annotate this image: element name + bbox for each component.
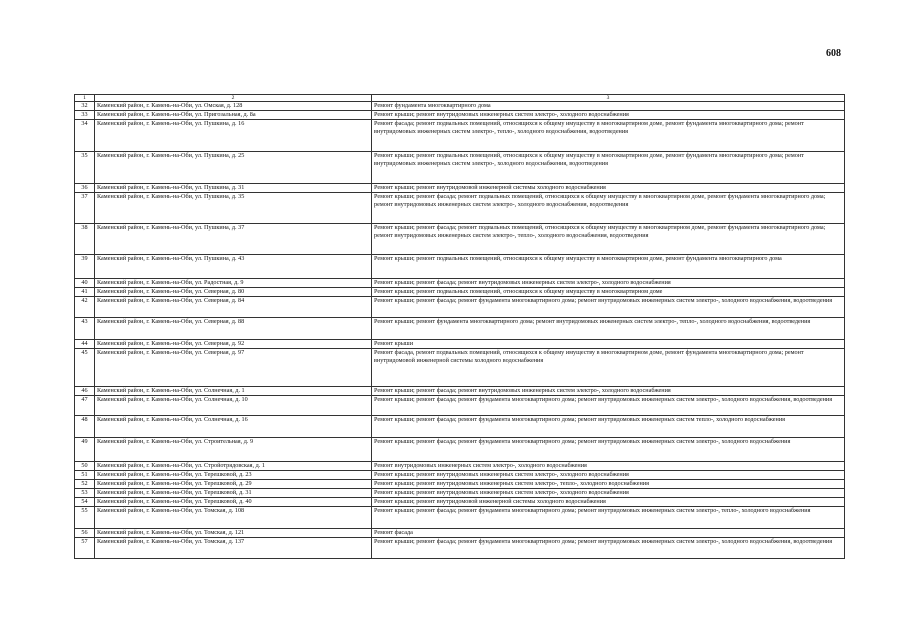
works-cell: Ремонт крыши; ремонт фасада; ремонт фундамента многоквартирного дома; ремонт внутридомовых инженерных систем электро-, холодного водоснабжения, водоотведения xyxy=(372,297,845,318)
table-row xyxy=(75,416,845,438)
works-cell: Ремонт крыши; ремонт фасада; ремонт фундамента многоквартирного дома; ремонт внутридомовых инженерных систем тепло-, холодного водоснабжения xyxy=(372,416,845,438)
works-cell: Ремонт крыши; ремонт фасада; ремонт подвальных помещений, относящихся к общему имуществу в многоквартирном доме, ремонт фундамента многоквартирного дома; ремонт внутридомовых инженерных систем электро-, холодного водоснабжения, водоотведения xyxy=(372,193,845,224)
address-cell: Каменский район, г. Камень-на-Оби, ул. Томская, д. 108 xyxy=(95,507,372,529)
address-cell: Каменский район, г. Камень-на-Оби, ул. Северная, д. 97 xyxy=(95,349,372,387)
column-header-works: 3 xyxy=(372,95,845,102)
table-row xyxy=(75,288,845,297)
row-number-cell: 48 xyxy=(75,416,95,438)
address-cell: Каменский район, г. Камень-на-Оби, ул. Пушкина, д. 16 xyxy=(95,120,372,152)
table-row xyxy=(75,340,845,349)
address-cell: Каменский район, г. Камень-на-Оби, ул. Пушкина, д. 43 xyxy=(95,255,372,279)
row-number-cell: 55 xyxy=(75,507,95,529)
row-number-cell: 53 xyxy=(75,489,95,498)
works-cell: Ремонт крыши; ремонт внутридомовых инженерных систем электро-, холодного водоснабжения xyxy=(372,471,845,480)
table-row xyxy=(75,349,845,387)
column-header-number: 1 xyxy=(75,95,95,102)
table-row xyxy=(75,184,845,193)
works-cell: Ремонт внутридомовых инженерных систем электро-, холодного водоснабжения xyxy=(372,462,845,471)
table-row xyxy=(75,489,845,498)
table-row xyxy=(75,480,845,489)
works-cell: Ремонт крыши; ремонт подвальных помещений, относящихся к общему имуществу в многоквартирном доме xyxy=(372,288,845,297)
works-cell: Ремонт фасада; ремонт подвальных помещений, относящихся к общему имуществу в многоквартирном доме, ремонт фундамента многоквартирного дома; ремонт внутридомовых инженерных систем электро-, тепло-, холодного водоснабжения, водоотведения xyxy=(372,120,845,152)
address-cell: Каменский район, г. Камень-на-Оби, ул. Терешковой, д. 40 xyxy=(95,498,372,507)
table-row xyxy=(75,255,845,279)
table-row xyxy=(75,471,845,480)
works-cell: Ремонт крыши; ремонт внутридомовых инженерных систем электро-, холодного водоснабжения xyxy=(372,489,845,498)
address-cell: Каменский район, г. Камень-на-Оби, ул. Пригозальная, д. 8а xyxy=(95,111,372,120)
works-cell: Ремонт крыши; ремонт фасада; ремонт подвальных помещений, относящихся к общему имуществу в многоквартирном доме, ремонт фундамента многоквартирного дома; ремонт внутридомовых инженерных систем электро-, тепло-, холодного водоснабжения, водоотведения xyxy=(372,224,845,255)
works-cell: Ремонт крыши; ремонт фасада; ремонт фундамента многоквартирного дома; ремонт внутридомовых инженерных систем электро-, холодного водоснабжения xyxy=(372,438,845,462)
table-row xyxy=(75,102,845,111)
address-cell: Каменский район, г. Камень-на-Оби, ул. Пушкина, д. 31 xyxy=(95,184,372,193)
address-cell: Каменский район, г. Камень-на-Оби, ул. Стройотрядовская, д. 1 xyxy=(95,462,372,471)
table-row xyxy=(75,396,845,416)
address-cell: Каменский район, г. Камень-на-Оби, ул. Пушкина, д. 25 xyxy=(95,152,372,184)
table-row xyxy=(75,318,845,340)
row-number-cell: 44 xyxy=(75,340,95,349)
row-number-cell: 56 xyxy=(75,529,95,538)
address-cell: Каменский район, г. Камень-на-Оби, ул. Северная, д. 88 xyxy=(95,318,372,340)
row-number-cell: 41 xyxy=(75,288,95,297)
table-row xyxy=(75,498,845,507)
row-number-cell: 43 xyxy=(75,318,95,340)
table-row xyxy=(75,438,845,462)
address-cell: Каменский район, г. Камень-на-Оби, ул. Омская, д. 128 xyxy=(95,102,372,111)
page-number: 608 xyxy=(826,48,841,59)
works-cell: Ремонт крыши; ремонт внутридомовой инженерной системы холодного водоснабжения xyxy=(372,498,845,507)
address-cell: Каменский район, г. Камень-на-Оби, ул. Северная, д. 80 xyxy=(95,288,372,297)
table-row xyxy=(75,507,845,529)
address-cell: Каменский район, г. Камень-на-Оби, ул. Терешковой, д. 23 xyxy=(95,471,372,480)
works-cell: Ремонт крыши; ремонт фундамента многоквартирного дома; ремонт внутридомовых инженерных систем электро-, тепло-, холодного водоснабжения, водоотведения xyxy=(372,318,845,340)
address-cell: Каменский район, г. Камень-на-Оби, ул. Терешковой, д. 31 xyxy=(95,489,372,498)
address-cell: Каменский район, г. Камень-на-Оби, ул. Томская, д. 121 xyxy=(95,529,372,538)
works-cell: Ремонт крыши; ремонт внутридомовых инженерных систем электро-, тепло-, холодного водоснабжения xyxy=(372,480,845,489)
row-number-cell: 39 xyxy=(75,255,95,279)
table-body xyxy=(75,102,845,559)
works-cell: Ремонт крыши; ремонт подвальных помещений, относящихся к общему имуществу в многоквартирном доме, ремонт фундамента многоквартирного дома; ремонт внутридомовых инженерных систем электро-, холодного водоснабжения, водоотведения xyxy=(372,152,845,184)
row-number-cell: 38 xyxy=(75,224,95,255)
address-cell: Каменский район, г. Камень-на-Оби, ул. Солнечная, д. 1 xyxy=(95,387,372,396)
row-number-cell: 42 xyxy=(75,297,95,318)
works-cell: Ремонт фундамента многоквартирного дома xyxy=(372,102,845,111)
row-number-cell: 46 xyxy=(75,387,95,396)
row-number-cell: 32 xyxy=(75,102,95,111)
row-number-cell: 40 xyxy=(75,279,95,288)
works-cell: Ремонт крыши; ремонт внутридомовой инженерной системы холодного водоснабжения xyxy=(372,184,845,193)
row-number-cell: 54 xyxy=(75,498,95,507)
address-cell: Каменский район, г. Камень-на-Оби, ул. Северная, д. 84 xyxy=(95,297,372,318)
works-cell: Ремонт фасада, ремонт подвальных помещений, относящихся к общему имуществу в многоквартирном доме, ремонт фундамента многоквартирного дома; ремонт внутридомовой инженерной системы холодного водоснабжения xyxy=(372,349,845,387)
address-cell: Каменский район, г. Камень-на-Оби, ул. Солнечная, д. 16 xyxy=(95,416,372,438)
table-row xyxy=(75,297,845,318)
address-cell: Каменский район, г. Камень-на-Оби, ул. Томская, д. 137 xyxy=(95,538,372,559)
table-row xyxy=(75,538,845,559)
row-number-cell: 57 xyxy=(75,538,95,559)
works-cell: Ремонт фасада xyxy=(372,529,845,538)
row-number-cell: 47 xyxy=(75,396,95,416)
row-number-cell: 36 xyxy=(75,184,95,193)
table-header-row xyxy=(75,95,845,102)
address-cell: Каменский район, г. Камень-на-Оби, ул. Терешковой, д. 29 xyxy=(95,480,372,489)
works-cell: Ремонт крыши; ремонт фасада; ремонт внутридомовых инженерных систем электро-, холодного водоснабжения xyxy=(372,387,845,396)
row-number-cell: 34 xyxy=(75,120,95,152)
table-row xyxy=(75,387,845,396)
works-cell: Ремонт крыши; ремонт фасада; ремонт фундамента многоквартирного дома; ремонт внутридомовых инженерных систем электро-, тепло-, холодного водоснабжения xyxy=(372,507,845,529)
works-cell: Ремонт крыши; ремонт фасада; ремонт фундамента многоквартирного дома; ремонт внутридомовых инженерных систем электро-, холодного водоснабжения, водоотведения xyxy=(372,396,845,416)
row-number-cell: 45 xyxy=(75,349,95,387)
address-cell: Каменский район, г. Камень-на-Оби, ул. Северная, д. 92 xyxy=(95,340,372,349)
works-cell: Ремонт крыши; ремонт фасада; ремонт фундамента многоквартирного дома; ремонт внутридомовых инженерных систем электро-, холодного водоснабжения, водоотведения xyxy=(372,538,845,559)
address-cell: Каменский район, г. Камень-на-Оби, ул. Солнечная, д. 10 xyxy=(95,396,372,416)
table-row xyxy=(75,462,845,471)
works-cell: Ремонт крыши xyxy=(372,340,845,349)
row-number-cell: 50 xyxy=(75,462,95,471)
row-number-cell: 37 xyxy=(75,193,95,224)
table-row xyxy=(75,111,845,120)
row-number-cell: 35 xyxy=(75,152,95,184)
column-header-address: 2 xyxy=(95,95,372,102)
table-row xyxy=(75,529,845,538)
works-cell: Ремонт крыши; ремонт подвальных помещений, относящихся к общему имуществу в многоквартирном доме, ремонт фундамента многоквартирного дома xyxy=(372,255,845,279)
works-cell: Ремонт крыши; ремонт внутридомовых инженерных систем электро-, холодного водоснабжения xyxy=(372,111,845,120)
address-cell: Каменский район, г. Камень-на-Оби, ул. Радостная, д. 9 xyxy=(95,279,372,288)
table-row xyxy=(75,279,845,288)
address-cell: Каменский район, г. Камень-на-Оби, ул. Строительная, д. 9 xyxy=(95,438,372,462)
row-number-cell: 51 xyxy=(75,471,95,480)
row-number-cell: 52 xyxy=(75,480,95,489)
row-number-cell: 33 xyxy=(75,111,95,120)
row-number-cell: 49 xyxy=(75,438,95,462)
repair-works-table xyxy=(74,94,845,559)
table-row xyxy=(75,152,845,184)
table-row xyxy=(75,224,845,255)
table-row xyxy=(75,120,845,152)
address-cell: Каменский район, г. Камень-на-Оби, ул. Пушкина, д. 35 xyxy=(95,193,372,224)
table-row xyxy=(75,193,845,224)
address-cell: Каменский район, г. Камень-на-Оби, ул. Пушкина, д. 37 xyxy=(95,224,372,255)
works-cell: Ремонт крыши; ремонт фасада; ремонт внутридомовых инженерных систем электро-, холодного водоснабжения xyxy=(372,279,845,288)
